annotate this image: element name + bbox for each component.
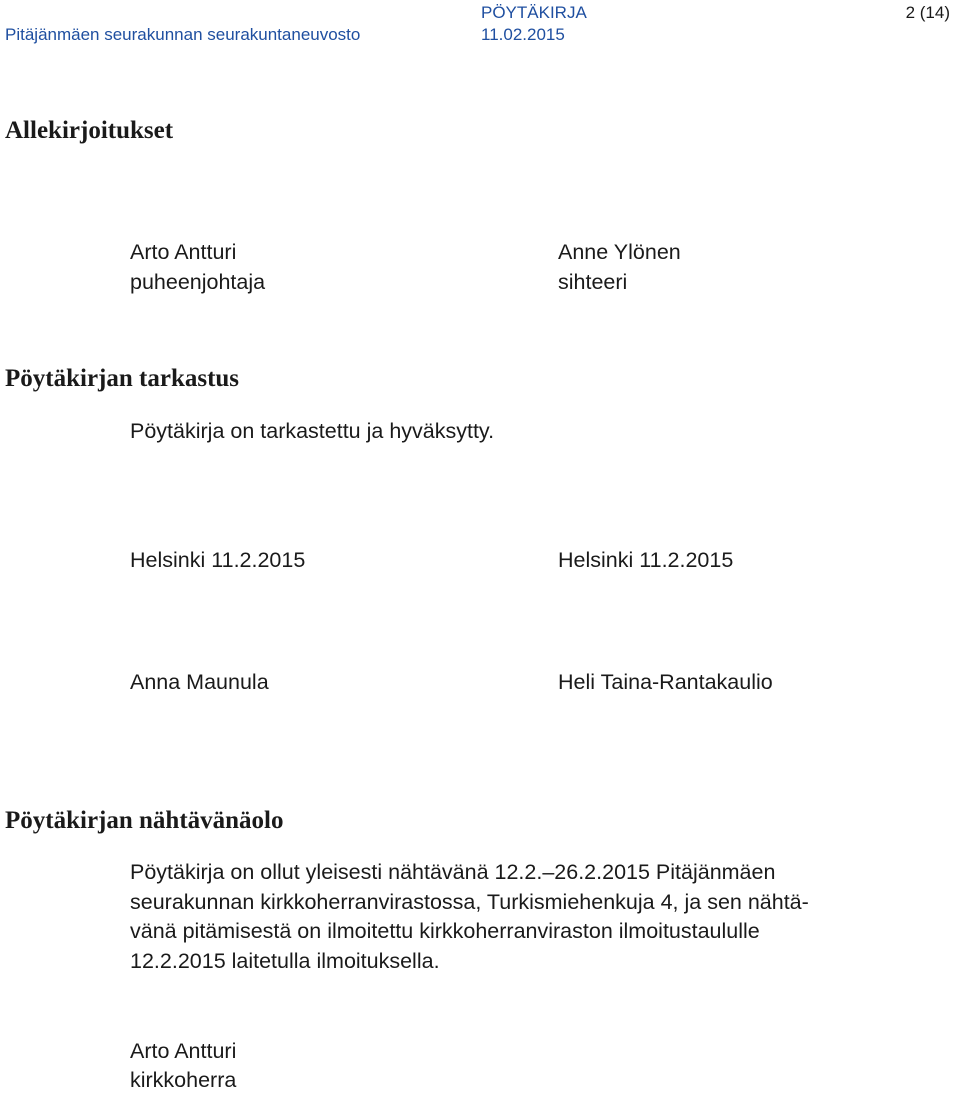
secretary-name: Anne Ylönen — [558, 240, 681, 264]
review-heading: Pöytäkirjan tarkastus — [5, 365, 240, 392]
display-line: seurakunnan kirkkoherranvirastossa, Turkismiehenkuja 4, ja sen nähtä- — [130, 889, 809, 914]
chair-role: puheenjohtaja — [130, 270, 266, 294]
reviewer-left-place-date: Helsinki 11.2.2015 — [130, 548, 306, 572]
display-line: vänä pitämisestä on ilmoitettu kirkkoherranviraston ilmoitustaululle — [130, 919, 760, 943]
display-line: Pöytäkirja on ollut yleisesti nähtävänä 12.2.–26.2.2015 Pitäjänmäen — [130, 860, 776, 884]
reviewer-left-name: Anna Maunula — [130, 670, 269, 694]
vicar-role: kirkkoherra — [130, 1068, 237, 1092]
organization-name: Pitäjänmäen seurakunnan seurakuntaneuvosto — [5, 25, 361, 44]
reviewer-right-name: Heli Taina-Rantakaulio — [558, 670, 773, 694]
display-paragraph — [130, 858, 945, 976]
page-number: 2 (14) — [905, 3, 950, 22]
signatures-heading: Allekirjoitukset — [5, 117, 174, 144]
chair-name: Arto Antturi — [130, 240, 237, 264]
reviewer-right-place-date: Helsinki 11.2.2015 — [558, 548, 734, 572]
document-type: PÖYTÄKIRJA — [481, 3, 587, 22]
review-statement: Pöytäkirja on tarkastettu ja hyväksytty. — [130, 419, 495, 443]
display-heading: Pöytäkirjan nähtävänäolo — [5, 807, 284, 834]
display-line: 12.2.2015 laitetulla ilmoituksella. — [130, 948, 440, 973]
vicar-name: Arto Antturi — [130, 1039, 237, 1063]
secretary-role: sihteeri — [558, 270, 628, 294]
meeting-date: 11.02.2015 — [481, 25, 565, 44]
